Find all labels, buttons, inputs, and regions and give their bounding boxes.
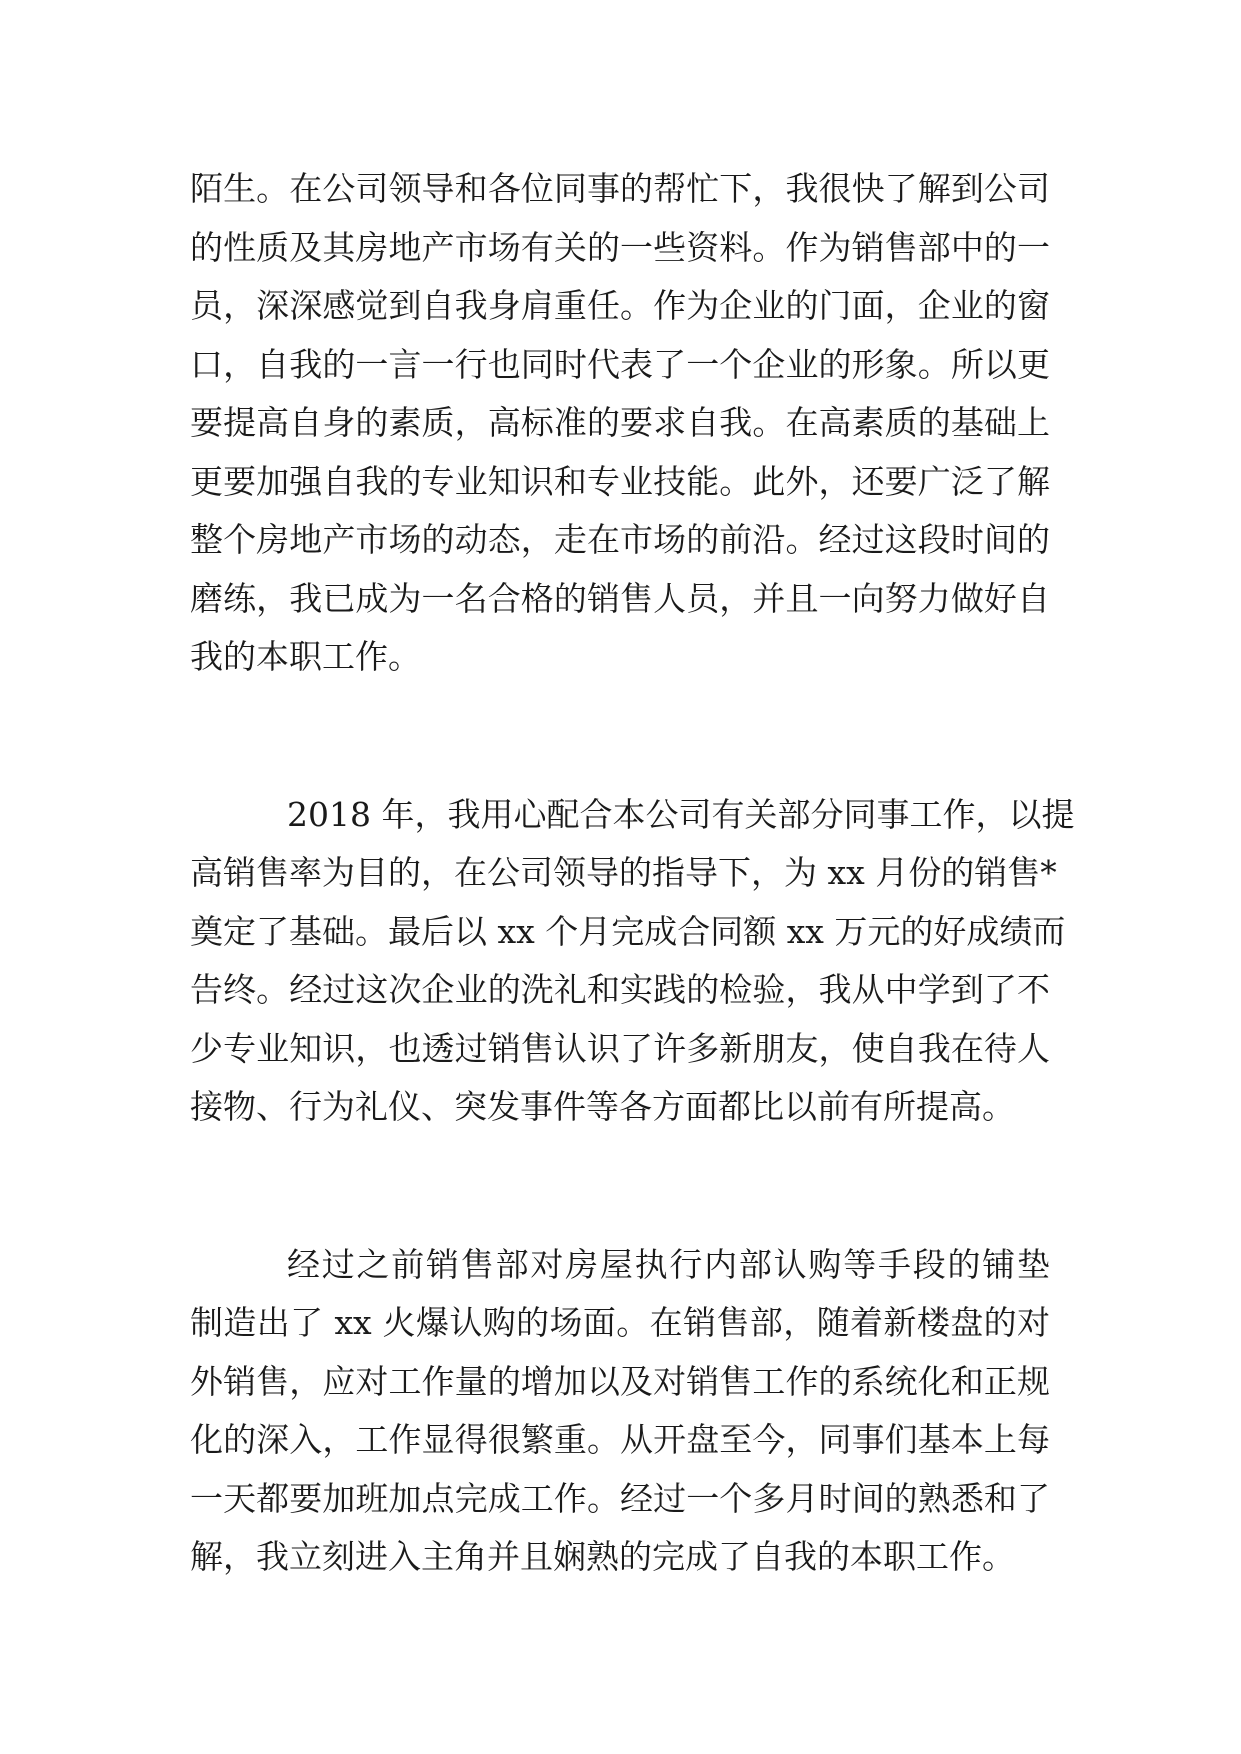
text-line: 奠定了基础。最后以 xx 个月完成合同额 xx 万元的好成绩而: [190, 911, 1066, 951]
paragraph-spacer: [190, 1137, 1050, 1236]
text-line: 解，我立刻进入主角并且娴熟的完成了自我的本职工作。: [190, 1537, 1015, 1576]
paragraph-spacer: [190, 687, 1050, 786]
text-line: 高销售率为目的，在公司领导的指导下，为 xx 月份的销售*: [190, 853, 1057, 892]
text-line: 外销售，应对工作量的增加以及对销售工作的系统化和正规: [190, 1361, 1050, 1401]
paragraph-2: [190, 786, 1075, 1137]
text-line: 制造出了 xx 火爆认购的场面。在销售部，随着新楼盘的对: [190, 1303, 1050, 1342]
text-line: 少专业知识，也透过销售认识了许多新朋友，使自我在待人: [190, 1028, 1050, 1068]
document-body: [190, 160, 1075, 1587]
text-line: 接物、行为礼仪、突发事件等各方面都比以前有所提高。: [190, 1087, 1015, 1126]
paragraph-3: [190, 1236, 1050, 1587]
text-line: 整个房地产市场的动态，走在市场的前沿。经过这段时间的: [190, 520, 1050, 559]
text-line: 的性质及其房地产市场有关的一些资料。作为销售部中的一: [190, 227, 1050, 267]
text-line: 员，深深感觉到自我身肩重任。作为企业的门面，企业的窗: [190, 286, 1050, 325]
text-line: 口，自我的一言一行也同时代表了一个企业的形象。所以更: [190, 344, 1050, 384]
text-line: 化的深入，工作显得很繁重。从开盘至今，同事们基本上每: [190, 1420, 1050, 1459]
text-line: 经过之前销售部对房屋执行内部认购等手段的铺垫: [287, 1244, 1050, 1284]
text-line: 一天都要加班加点完成工作。经过一个多月时间的熟悉和了: [190, 1478, 1050, 1518]
text-line: 更要加强自我的专业知识和专业技能。此外，还要广泛了解: [190, 461, 1050, 501]
text-line: 磨练，我已成为一名合格的销售人员，并且一向努力做好自: [190, 578, 1050, 618]
text-line: 要提高自身的素质，高标准的要求自我。在高素质的基础上: [190, 403, 1050, 442]
text-line: 我的本职工作。: [190, 637, 421, 676]
text-line: 陌生。在公司领导和各位同事的帮忙下，我很快了解到公司: [190, 169, 1050, 208]
text-line: 告终。经过这次企业的洗礼和实践的检验，我从中学到了不: [190, 970, 1050, 1009]
paragraph-1: [190, 160, 1050, 687]
text-line: 2018 年，我用心配合本公司有关部分同事工作，以提: [287, 794, 1075, 834]
